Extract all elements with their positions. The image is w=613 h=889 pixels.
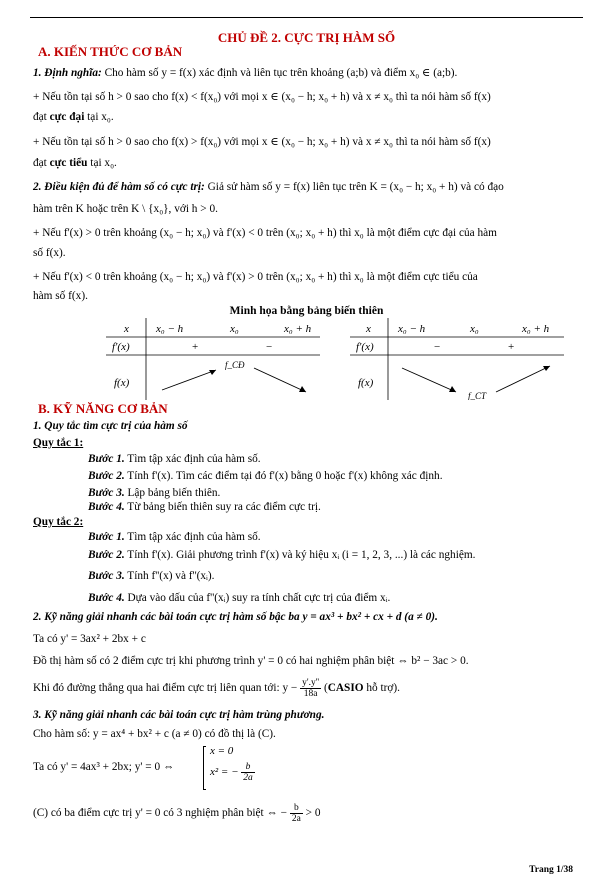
- sign-left: −: [434, 341, 441, 353]
- decrease-arrow: [254, 368, 306, 392]
- system-eq1: x = 0: [210, 745, 234, 757]
- min-line-2: đạt cực tiểu tại x₀.: [33, 157, 117, 169]
- table-title: Minh họa bằng bảng biến thiên: [229, 305, 384, 317]
- system-bracket: [203, 746, 206, 790]
- x-left: x₀ − h: [398, 323, 426, 335]
- section-a-heading: A. KIẾN THỨC CƠ BẢN: [38, 44, 183, 59]
- f-max-label: f_CĐ: [225, 360, 245, 370]
- system-eq2: x² = − $\frac{b}{2a}$: [210, 762, 253, 783]
- rule2-step3: Bước 3. Tính f''(x) và f''(xᵢ).: [88, 570, 215, 582]
- biquadratic-derivative: Ta có y' = 4ax³ + 2bx; y' = 0 ⇔: [33, 761, 175, 773]
- increase-arrow: [162, 370, 216, 390]
- x-right: x₀ + h: [284, 323, 312, 335]
- max-line-1: + Nếu tồn tại số h > 0 sao cho f(x) < f(x₀) với mọi x ∈ (x₀ − h; x₀ + h) và x ≠ x₀ thì ta nói hàm số f(x): [33, 91, 491, 103]
- sign-right: +: [508, 341, 515, 353]
- cubic-line-through-extrema: Khi đó đường thẳng qua hai điểm cực trị liên quan tới: y − $\frac{y'.y''}{18a}$ (CASIO hỗ trợ).: [33, 678, 400, 699]
- f-label: f(x): [358, 377, 374, 389]
- section-b-heading: B. KỸ NĂNG CƠ BẢN: [38, 401, 168, 416]
- variation-table-max: [106, 318, 320, 400]
- condition-b-line-2: hàm số f(x).: [33, 290, 88, 302]
- f-min-label: f_CT: [468, 391, 487, 400]
- page-title: CHỦ ĐỀ 2. CỰC TRỊ HÀM SỐ: [217, 30, 396, 45]
- biquadratic-function: Cho hàm số: y = ax⁴ + bx² + c (a ≠ 0) có đồ thị là (C).: [33, 728, 276, 740]
- x-right: x₀ + h: [522, 323, 550, 335]
- increase-arrow: [496, 366, 550, 392]
- rule-2-heading: Quy tắc 2:: [33, 516, 84, 528]
- condition-line-1: 2. Điều kiện đủ để hàm số có cực trị: Giả sử hàm số y = f(x) liên tục trên K = (x₀ − h; x₀ + h) và có đạo: [33, 181, 504, 193]
- header-rule: [30, 17, 583, 18]
- cubic-condition: Đồ thị hàm số có 2 điểm cực trị khi phương trình y' = 0 có hai nghiệm phân biệt ⇔ b² − 3ac > 0.: [33, 655, 469, 667]
- rule-1-heading: Quy tắc 1:: [33, 437, 84, 449]
- x-label: x: [124, 323, 129, 335]
- condition-b-line-1: + Nếu f'(x) < 0 trên khoảng (x₀ − h; x₀) và f'(x) > 0 trên (x₀; x₀ + h) thì x₀ là một điểm cực tiểu của: [33, 271, 478, 283]
- x-label: x: [366, 323, 371, 335]
- variation-table-min: [350, 318, 564, 400]
- x-left: x₀ − h: [156, 323, 184, 335]
- condition-line-2: hàm trên K hoặc trên K \ {x₀}, với h > 0.: [33, 203, 218, 215]
- decrease-arrow: [402, 368, 456, 392]
- rule2-step4: Bước 4. Dựa vào dấu của f''(xᵢ) suy ra tính chất cực trị của điểm xᵢ.: [88, 592, 391, 604]
- biquadratic-three-extrema: (C) có ba điểm cực trị y' = 0 có 3 nghiệm phân biệt ⇔ − $\frac{b}{2a}$ > 0: [33, 803, 321, 824]
- sign-right: −: [266, 341, 273, 353]
- x-mid: x₀: [230, 323, 239, 335]
- rule1-step3: Bước 3. Lập bảng biến thiên.: [88, 487, 221, 499]
- biquadratic-skill-heading: 3. Kỹ năng giải nhanh các bài toán cực trị hàm trùng phương.: [33, 709, 325, 721]
- fprime-label: f'(x): [356, 341, 374, 353]
- definition-line: [33, 66, 583, 80]
- definition-text: Cho hàm số y = f(x) xác định và liên tục trên khoảng (a;b) và điểm x₀ ∈ (a;b).: [104, 67, 458, 79]
- rule2-step1: Bước 1. Tìm tập xác định của hàm số.: [88, 531, 261, 543]
- sign-left: +: [192, 341, 199, 353]
- rule1-step1: Bước 1. Tìm tập xác định của hàm số.: [88, 453, 261, 465]
- condition-a-line-1: + Nếu f'(x) > 0 trên khoảng (x₀ − h; x₀) và f'(x) < 0 trên (x₀; x₀ + h) thì x₀ là một điểm cực đại của hàm: [33, 227, 497, 239]
- x-mid: x₀: [470, 323, 479, 335]
- definition-head: 1. Định nghĩa:: [33, 67, 102, 79]
- rule1-step4: Bước 4. Từ bảng biến thiên suy ra các điểm cực trị.: [88, 501, 321, 513]
- page-number: Trang 1/38: [529, 865, 573, 875]
- fprime-label: f'(x): [112, 341, 130, 353]
- cubic-skill-heading: 2. Kỹ năng giải nhanh các bài toán cực trị hàm số bậc ba y = ax³ + bx² + cx + d (a ≠ 0).: [33, 611, 438, 623]
- condition-a-line-2: số f(x).: [33, 247, 66, 259]
- max-line-2: đạt cực đại tại x₀.: [33, 111, 114, 123]
- rule-heading: 1. Quy tắc tìm cực trị của hàm số: [33, 420, 188, 432]
- rule1-step2: Bước 2. Tính f'(x). Tìm các điểm tại đó f'(x) bằng 0 hoặc f'(x) không xác định.: [88, 470, 443, 482]
- rule2-step2: Bước 2. Tính f'(x). Giải phương trình f'(x) và ký hiệu xᵢ (i = 1, 2, 3, ...) là các nghiệm.: [88, 549, 476, 561]
- min-line-1: + Nếu tồn tại số h > 0 sao cho f(x) > f(x₀) với mọi x ∈ (x₀ − h; x₀ + h) và x ≠ x₀ thì ta nói hàm số f(x): [33, 136, 491, 148]
- f-label: f(x): [114, 377, 130, 389]
- fraction: $\frac{y'.y''}{18a}$: [302, 678, 320, 699]
- cubic-derivative: Ta có y' = 3ax² + 2bx + c: [33, 633, 146, 645]
